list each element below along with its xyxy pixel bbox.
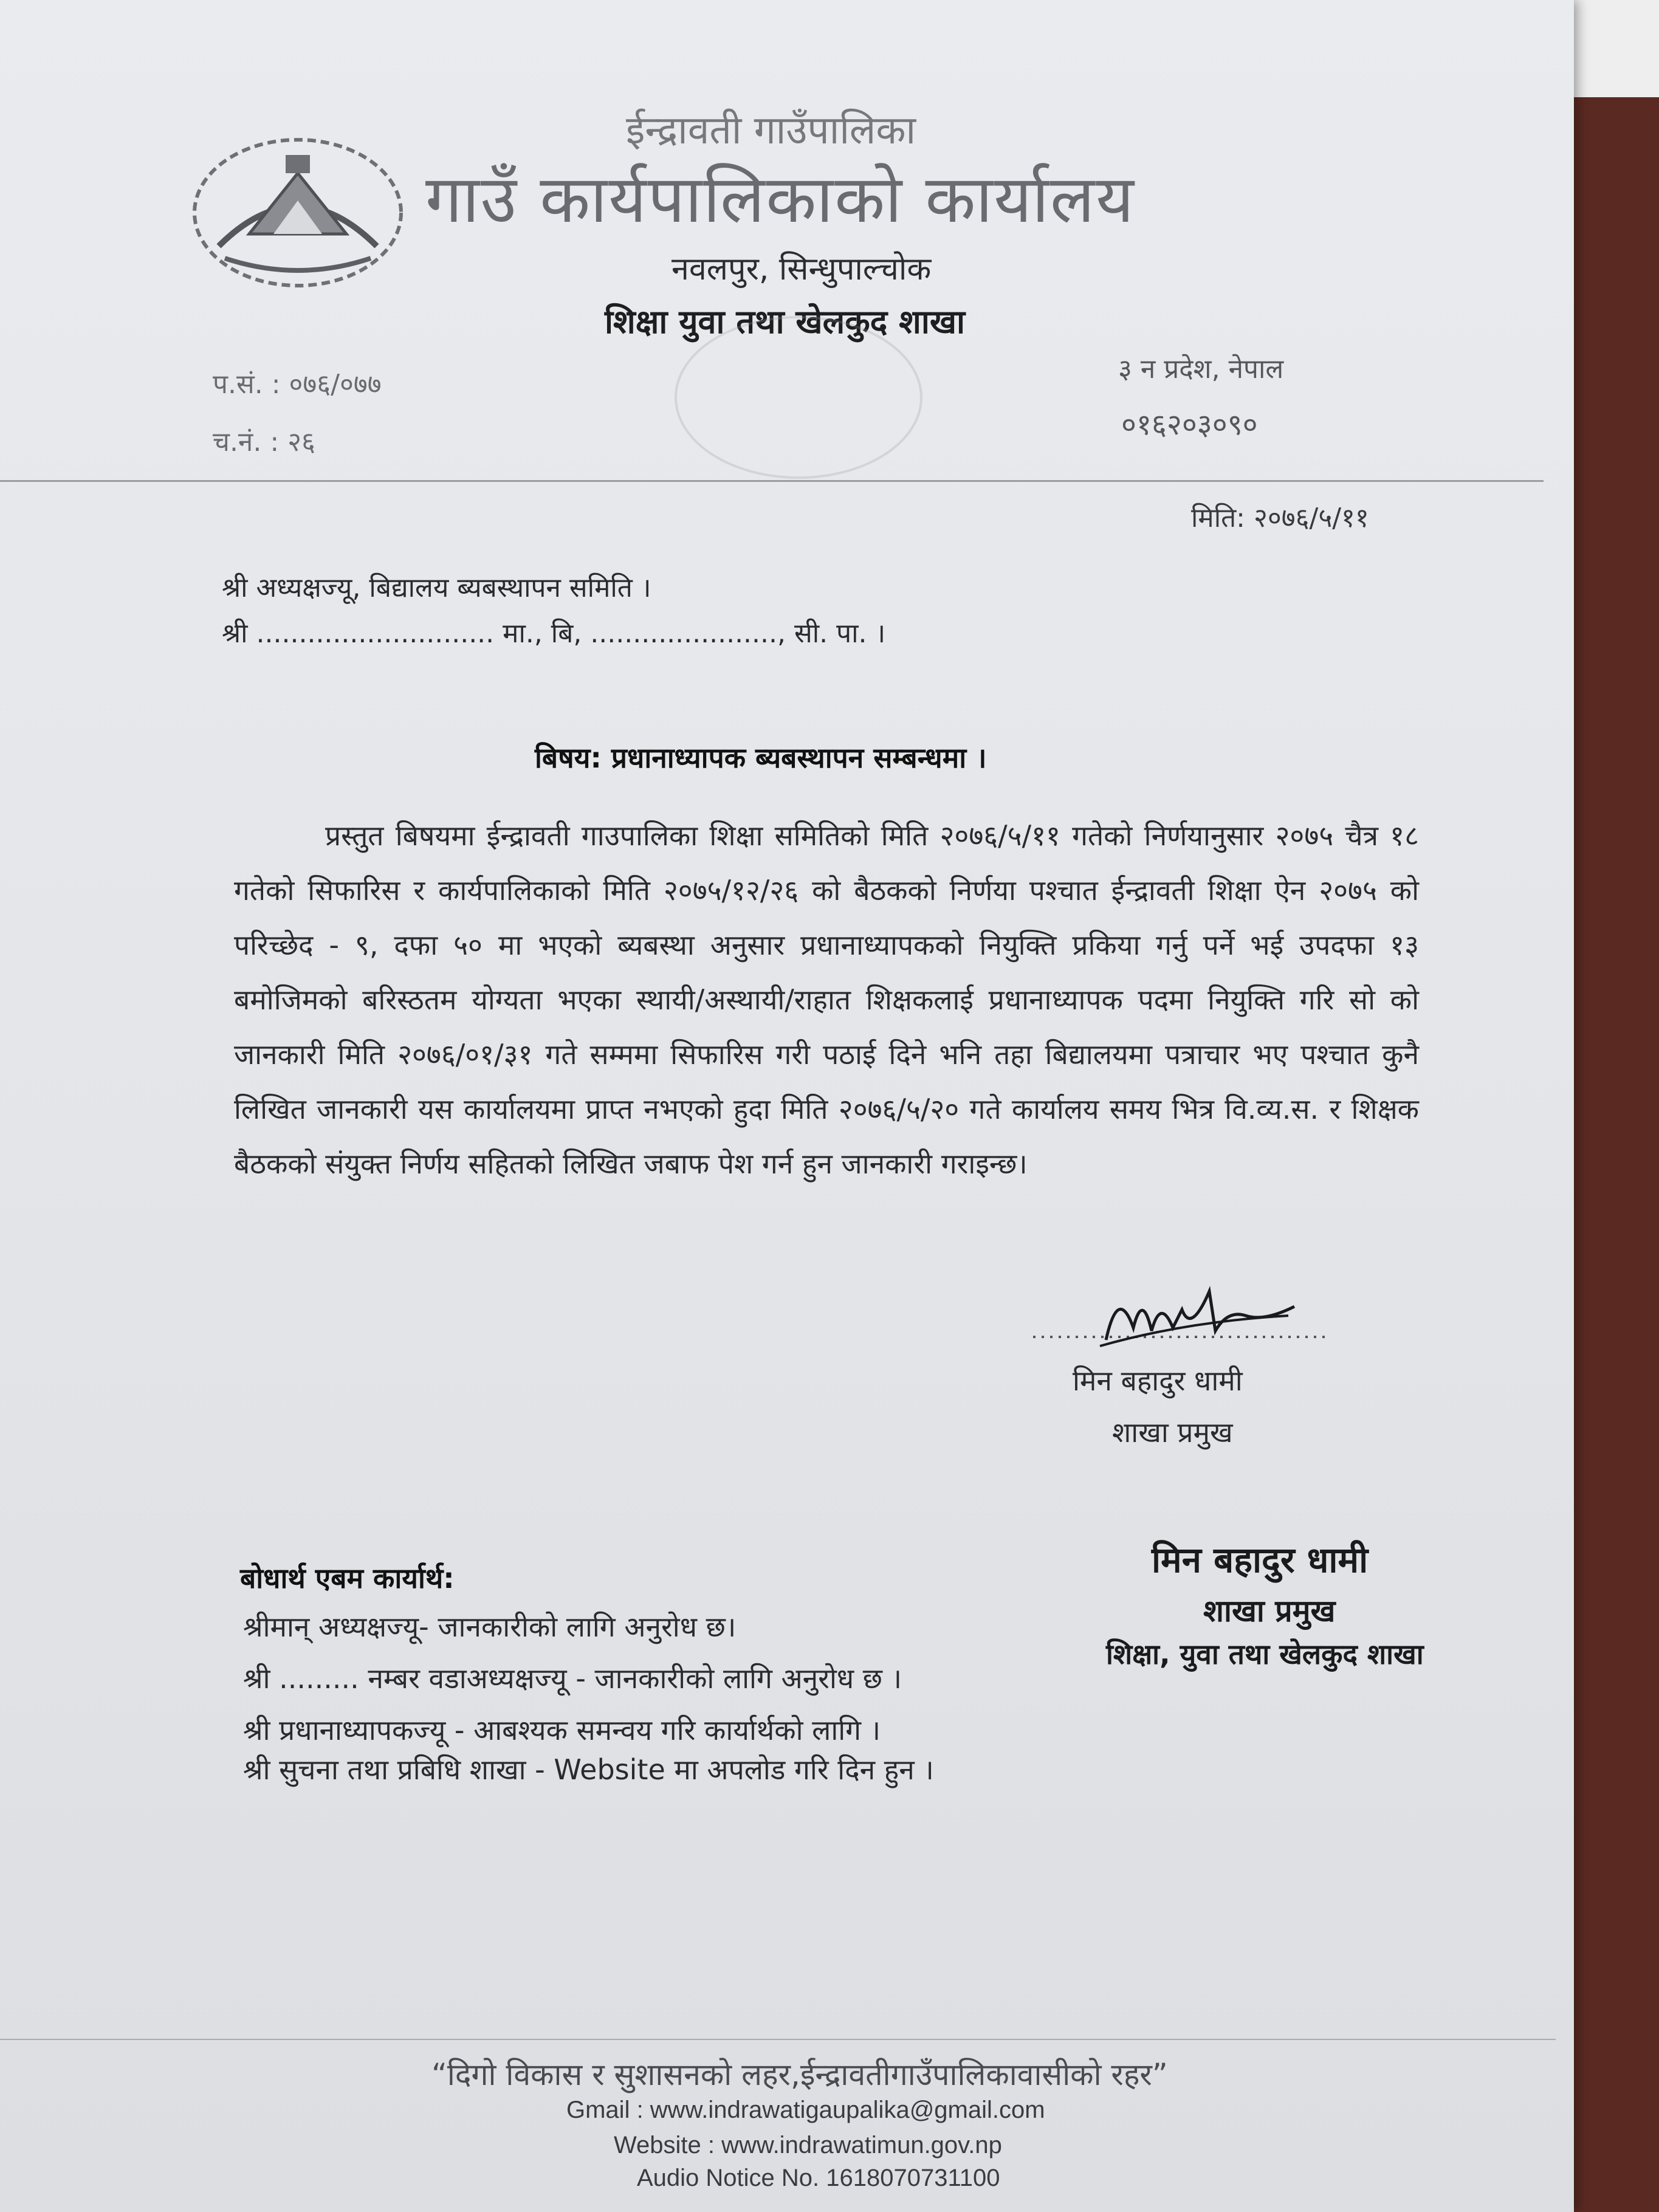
cc-item: श्री ......... नम्बर वडाअध्यक्षज्यू - जानकारीको लागि अनुरोध छ । <box>243 1662 902 1695</box>
header-divider <box>0 480 1544 482</box>
municipality-name: ईन्द्रावती गाउँपालिका <box>626 108 916 153</box>
footer-gmail: Gmail : www.indrawatigaupalika@gmail.com <box>566 2097 1045 2123</box>
addressee-line-1: श्री अध्यक्षज्यू, बिद्यालय ब्यबस्थापन समिति । <box>222 572 651 603</box>
office-title: गाउँ कार्यपालिकाको कार्यालय <box>425 162 1135 238</box>
stamp-name: मिन बहादुर धामी <box>1152 1539 1369 1581</box>
cc-item: श्रीमान् अध्यक्षज्यू- जानकारीको लागि अनुरोध छ। <box>243 1610 737 1643</box>
footer-slogan: “दिगो विकास र सुशासनको लहर,ईन्द्रावतीगाउँपालिकावासीको रहर” <box>431 2057 1168 2092</box>
letter-body: प्रस्तुत बिषयमा ईन्द्रावती गाउपालिका शिक्षा समितिको मिति २०७६/५/११ गतेको निर्णयानुसार २०७५ चैत्र १८ गतेको सिफारिस र कार्यपालिकाको मिति २०७५/१२/२६ को बैठकको निर्णया पश्चात ईन्द्रावती शिक्षा ऐन २०७५ को परिच्छेद - ९, दफा ५० मा भएको ब्यबस्था अनुसार प्रधानाध्यापकको नियुक्ति प्रकिया गर्नु पर्ने भई उपदफा १३ बमोजिमको बरिस्ठतम योग्यता भएका स्थायी/अस्थायी/राहात शिक्षकलाई प्रधानाध्यापक पदमा नियुक्ति गरि सो को जानकारी मिति २०७६/०१/३१ गते सम्ममा सिफारिस गरी पठाई दिने भनि तहा बिद्यालयमा पत्राचार भए पश्चात कुनै लिखित जानकारी यस कार्यालयमा प्राप्त नभएको हुदा मिति २०७६/५/२० गते कार्यालय समय भित्र वि.व्य.स. र शिक्षक बैठकको संयुक्त निर्णय सहितको लिखित जबाफ पेश गर्न हुन जानकारी गराइन्छ। <box>234 819 1419 1180</box>
cc-item: श्री सुचना तथा प्रबिधि शाखा - Website मा अपलोड गरि दिन हुन । <box>243 1753 934 1786</box>
branch-title: शिक्षा युवा तथा खेलकुद शाखा <box>605 303 966 341</box>
signatory-name: मिन बहादुर धामी <box>1073 1364 1243 1397</box>
letter-date: मिति: २०७६/५/११ <box>1191 503 1369 534</box>
letter-subject: बिषय: प्रधानाध्यापक ब्यबस्थापन सम्बन्धमा । <box>535 741 987 774</box>
handwritten-signature <box>1027 1273 1331 1358</box>
footer-website: Website : www.indrawatimun.gov.np <box>614 2132 1002 2159</box>
footer-audio-notice: Audio Notice No. 1618070731100 <box>637 2165 1000 2191</box>
cc-item: श्री प्रधानाध्यापकज्यू - आबश्यक समन्वय गरि कार्यार्थको लागि । <box>243 1714 881 1747</box>
fiscal-year: प.सं. : ०७६/०७७ <box>213 369 382 400</box>
stamp-branch: शिक्षा, युवा तथा खेलकुद शाखा <box>1106 1638 1424 1671</box>
province: ३ न प्रदेश, नेपाल <box>1118 354 1284 385</box>
cc-heading: बोधार्थ एबम कार्यार्थ: <box>240 1562 455 1595</box>
government-emblem-icon <box>182 131 413 295</box>
faded-office-stamp <box>675 316 922 479</box>
dispatch-number: च.नं. : २६ <box>213 427 315 458</box>
addressee-line-2: श्री ............................ मा., बि, ......................, सी. पा. । <box>222 618 886 649</box>
office-location: नवलपुर, सिन्धुपाल्चोक <box>672 251 932 287</box>
phone-number: ०१६२०३०९० <box>1121 408 1258 442</box>
signatory-role: शाखा प्रमुख <box>1112 1416 1233 1449</box>
footer-divider <box>0 2039 1556 2040</box>
stamp-role: शाखा प्रमुख <box>1203 1593 1336 1629</box>
